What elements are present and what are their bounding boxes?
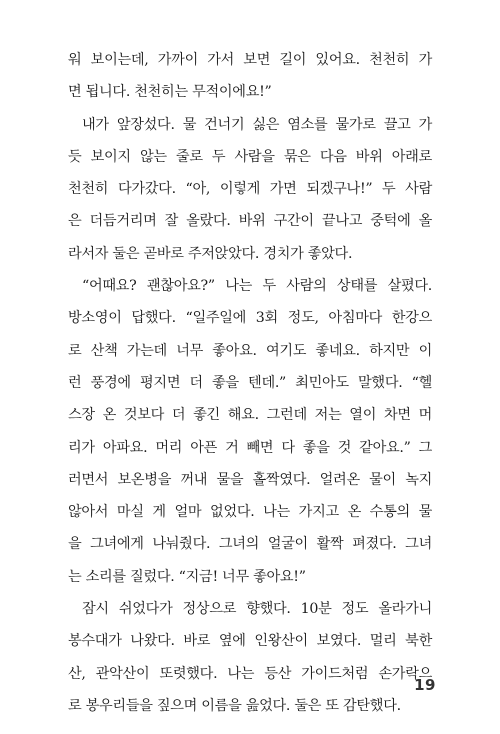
text-line: “어때요? 괜찮아요?” 나는 두 사람의 상태를 살폈다. <box>82 278 432 295</box>
text-line: 듯 보이지 않는 줄로 두 사람을 묶은 다음 바위 아래로 <box>68 148 432 165</box>
text-line: 러면서 보온병을 꺼내 물을 홀짝였다. 얼려온 물이 녹지 <box>68 471 432 488</box>
text-line: 런 풍경에 평지면 더 좋을 텐데.” 최민아도 말했다. “헬 <box>68 374 432 391</box>
text-line: 스장 온 것보다 더 좋긴 해요. 그런데 저는 열이 차면 머 <box>68 407 432 424</box>
text-line: 을 그녀에게 나눠줬다. 그녀의 얼굴이 활짝 펴졌다. 그녀 <box>68 536 432 553</box>
text-line: 로 봉우리들을 짚으며 이름을 읊었다. 둘은 또 감탄했다. <box>68 697 401 714</box>
paragraph <box>68 593 432 722</box>
text-line: 은 더듬거리며 잘 올랐다. 바위 구간이 끝나고 중턱에 올 <box>68 213 432 230</box>
text-line: 산, 관악산이 또렷했다. 나는 등산 가이드처럼 손가락으 <box>68 665 432 682</box>
text-line: 라서자 둘은 곧바로 주저앉았다. 경치가 좋았다. <box>68 245 353 262</box>
paragraph <box>68 44 432 109</box>
text-line: 봉수대가 나왔다. 바로 옆에 인왕산이 보였다. 멀리 북한 <box>68 633 432 650</box>
text-line: 않아서 마실 게 얼마 없었다. 나는 가지고 온 수통의 물 <box>68 504 432 521</box>
text-line: 워 보이는데, 가까이 가서 보면 길이 있어요. 천천히 가 <box>68 52 432 68</box>
body-text <box>68 44 432 722</box>
text-line: 로 산책 가는데 너무 좋아요. 여기도 좋네요. 하지만 이 <box>68 342 432 359</box>
text-line: 잠시 쉬었다가 정상으로 향했다. 10분 정도 올라가니 <box>82 601 432 618</box>
text-line: 는 소리를 질렀다. “지금! 너무 좋아요!” <box>68 568 306 585</box>
text-line: 천천히 다가갔다. “아, 이렇게 가면 되겠구나!” 두 사람 <box>68 181 432 198</box>
paragraph <box>68 109 432 270</box>
text-line: 방소영이 답했다. “일주일에 3회 정도, 아침마다 한강으 <box>68 310 432 327</box>
text-line: 리가 아파요. 머리 아픈 거 빼면 다 좋을 것 같아요.” 그 <box>68 439 432 456</box>
text-line: 내가 앞장섰다. 물 건너기 싫은 염소를 물가로 끌고 가 <box>82 116 432 133</box>
page-number: 19 <box>414 676 436 694</box>
text-line: 면 됩니다. 천천히는 무적이에요!” <box>68 84 272 101</box>
paragraph <box>68 270 432 593</box>
